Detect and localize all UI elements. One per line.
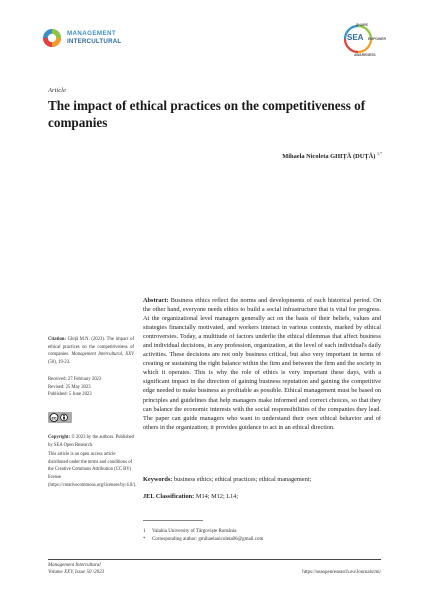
keywords-label: Keywords: xyxy=(143,476,173,483)
footnote-mark: 1 xyxy=(143,529,146,534)
publisher-word-empower: EMPOWER xyxy=(368,37,386,41)
abstract-label: Abstract: xyxy=(143,297,169,304)
journal-logo-line2: INTERCULTURAL xyxy=(67,38,122,45)
copyright-label: Copyright: xyxy=(48,435,71,440)
cc-label: cc xyxy=(51,415,57,421)
journal-logo-icon xyxy=(42,28,62,48)
footer-journal-name: Management Intercultural xyxy=(48,563,101,568)
author-line xyxy=(232,151,382,160)
publisher-logo-center: SEA xyxy=(347,33,364,42)
abstract xyxy=(143,296,381,432)
received-date: Received: 27 February 2023 xyxy=(48,377,102,382)
citation-issue: (50), 19-23. xyxy=(48,359,71,365)
revised-date: Revised: 25 May 2023 xyxy=(48,384,91,390)
footnote-text: Valahia University of Târgoviște România xyxy=(152,529,237,534)
abstract-text: Business ethics reflect the norms and developments of each historical period. On the other hand, everyone needs ethics to build a social infrastructure that is vital for progress. At the organizational level managers generally act on the basis of their beliefs, values and strategies financially motivated, and workers interact in various contexts, marked by ethical controversies. Today, a multitude of factors underlie the ethical dilemmas that affect business and individual decisions, in any profession, organization, at the level of each individual's daily activities. These decisions are not only business critical, but also very important in terms of creating or sustaining the right balance within the firm and between the firm and the society in which it operates. This is why the role of ethics is very important these days, with a significant impact in the direction of gaining business reputation and gaining the competitive edge needed to make business as profitable as possible. Ethical management must be based on principles and guidelines that help managers make informed and correct choices, so that they can balance the economic interests with the social responsibilities of the companies they lead. The paper can guide managers who want to understand their own ethical behavior and of others in the organization; it provides guidance to act in an ethical direction. xyxy=(143,297,381,431)
author-names: Mihaela Nicoleta GHIȚĂ (DUȚĂ) xyxy=(282,153,376,161)
footnote-corresponding xyxy=(143,536,381,544)
copyright-notice xyxy=(48,434,137,489)
jel-classification xyxy=(143,492,381,501)
keywords-text: business ethics; ethical practices; ethical management; xyxy=(173,476,312,483)
article-dates xyxy=(48,376,134,399)
keywords xyxy=(143,475,381,484)
citation xyxy=(48,336,134,366)
footnote-mark: * xyxy=(143,536,146,542)
publisher-word-awareness: AWARENESS xyxy=(354,53,376,57)
footnote-text: Corresponding author: gmihaelanicoleta86@gmail.com xyxy=(152,536,264,542)
author-affiliation-mark: 1,* xyxy=(377,151,382,156)
cc-license-icon xyxy=(48,410,72,421)
journal-logo-line1: MANAGEMENT xyxy=(67,30,117,37)
copyright-text: © 2023 by the authors. Published by SEA Open Research. xyxy=(48,435,134,448)
footer-journal xyxy=(48,562,104,576)
jel-label: JEL Classification: xyxy=(143,493,195,500)
publisher-word-share: SHARE xyxy=(356,23,368,27)
citation-text: Ghiță M.N. (2023). The impact of ethical practices on the competitiveness of companies. xyxy=(48,337,135,358)
paper-title: The impact of ethical practices on the competitiveness of companies xyxy=(48,98,366,130)
citation-label: Citation: xyxy=(48,337,66,342)
publisher-logo xyxy=(330,20,386,58)
footnote-affiliation xyxy=(143,528,381,536)
published-date: Published: 5 June 2023 xyxy=(48,392,92,398)
footnotes xyxy=(143,528,381,543)
license-text: This article is an open access article distributed under the terms and conditions of the Creative Commons Attribution (CC BY) license (https://creativecommons.org/licenses/by/4.0/). xyxy=(48,452,137,488)
footer-volume: Volume XXV, Issue 50 /2023 xyxy=(48,570,105,576)
jel-text: M14; M12; L14; xyxy=(195,493,239,500)
citation-journal: Management Intercultural, XXV xyxy=(71,352,135,358)
footer-url[interactable]: https://seaopenresearch.eu/Journals/mi/ xyxy=(302,570,381,575)
journal-logo xyxy=(42,28,121,48)
footer-divider xyxy=(48,559,381,560)
article-type: Article xyxy=(48,87,66,94)
footnote-divider xyxy=(143,520,203,521)
